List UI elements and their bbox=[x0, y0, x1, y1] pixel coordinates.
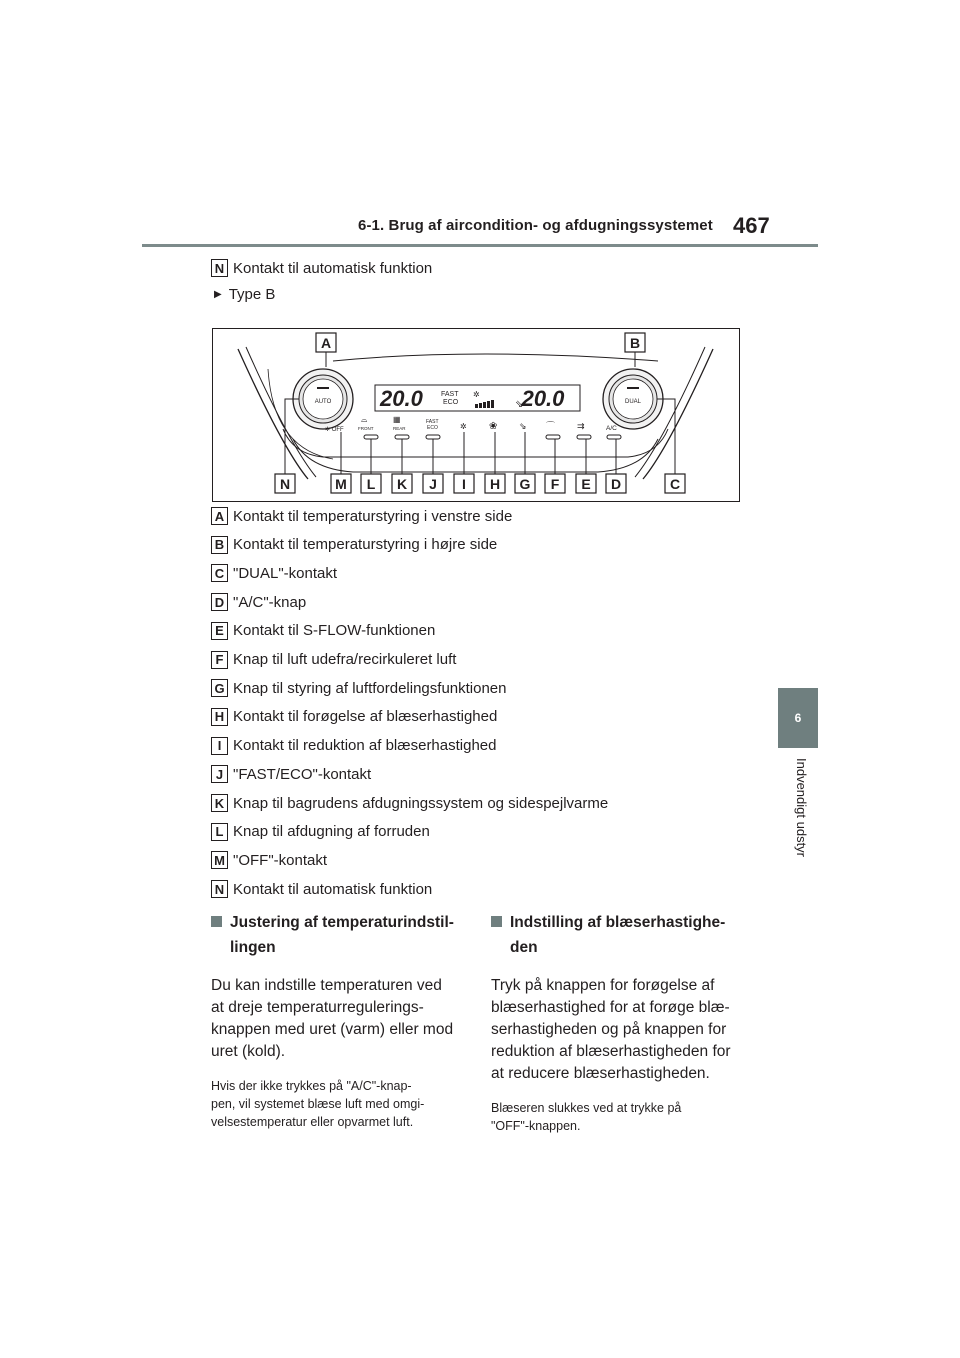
svg-text:K: K bbox=[396, 476, 408, 492]
header-rule bbox=[142, 244, 818, 247]
letter-box: A bbox=[211, 507, 228, 525]
legend-item-g bbox=[211, 677, 507, 699]
page-number: 467 bbox=[733, 213, 770, 238]
temperature-heading bbox=[211, 910, 469, 960]
callout-j bbox=[423, 474, 443, 493]
legend-item-j bbox=[211, 763, 371, 785]
control-panel-figure bbox=[212, 328, 740, 502]
letter-box: I bbox=[211, 737, 228, 755]
triangle-bullet-icon: ▶ bbox=[214, 289, 222, 300]
type-heading-text: Type B bbox=[228, 286, 276, 303]
display-fast: FAST bbox=[441, 391, 459, 398]
callout-d bbox=[606, 474, 626, 493]
type-heading bbox=[214, 286, 275, 303]
legend-item-k bbox=[211, 792, 608, 814]
letter-box: N bbox=[211, 880, 228, 898]
legend-text: "OFF"-kontakt bbox=[233, 851, 327, 869]
legend-item-f bbox=[211, 649, 456, 671]
btn-ac-label: A/C bbox=[606, 425, 617, 432]
legend-text: Kontakt til forøgelse af blæserhastighed bbox=[233, 708, 498, 726]
letter-box: F bbox=[211, 651, 228, 669]
legend-text: Kontakt til S-FLOW-funktionen bbox=[233, 622, 436, 640]
letter-box: C bbox=[211, 564, 228, 582]
callout-f bbox=[545, 474, 565, 493]
btn-rear-label: REAR bbox=[393, 426, 406, 431]
display-eco: ECO bbox=[443, 399, 459, 406]
temperature-heading-line1: Justering af temperaturindstil- bbox=[230, 914, 454, 931]
right-knob bbox=[603, 369, 663, 429]
temperature-note: Hvis der ikke trykkes på "A/C"-knap- pen, vil systemet blæse luft med omgi- velsestemperatur eller opvarmet luft. bbox=[211, 1079, 425, 1129]
letter-box: D bbox=[211, 593, 228, 611]
legend-item-i bbox=[211, 735, 497, 757]
legend-text: "DUAL"-kontakt bbox=[233, 564, 338, 582]
btn-eco-label: ECO bbox=[427, 425, 438, 431]
legend-item-h bbox=[211, 706, 497, 728]
fan-speed-heading bbox=[491, 910, 749, 960]
letter-box: J bbox=[211, 765, 228, 783]
left-knob bbox=[293, 369, 353, 429]
legend-text: Kontakt til reduktion af blæserhastighed bbox=[233, 737, 497, 755]
temperature-heading-line2: lingen bbox=[230, 939, 276, 956]
callout-n bbox=[275, 474, 295, 493]
square-bullet-icon bbox=[211, 916, 222, 927]
svg-text:J: J bbox=[429, 476, 437, 492]
airflow-mode-icon: ⇘ bbox=[519, 421, 527, 431]
letter-box: M bbox=[211, 851, 228, 869]
callout-g bbox=[515, 474, 535, 493]
btn-off-label: ✲ OFF bbox=[325, 427, 344, 433]
legend-item-e bbox=[211, 620, 435, 642]
callout-c bbox=[665, 474, 685, 493]
callout-m bbox=[331, 474, 351, 493]
svg-text:F: F bbox=[550, 476, 560, 492]
svg-text:A: A bbox=[320, 335, 332, 351]
button-labels bbox=[325, 415, 617, 433]
callout-h bbox=[485, 474, 505, 493]
fan-speed-heading-line2: den bbox=[510, 939, 538, 956]
letter-box: G bbox=[211, 679, 228, 697]
button-row bbox=[364, 435, 621, 439]
top-item-text: Kontakt til automatisk funktion bbox=[233, 259, 433, 277]
svg-text:E: E bbox=[581, 476, 591, 492]
legend-item-a bbox=[211, 505, 512, 527]
callout-i bbox=[454, 474, 474, 493]
btn-front-label: FRONT bbox=[358, 426, 374, 431]
fan-up-icon: ❀ bbox=[489, 421, 498, 432]
svg-text:D: D bbox=[610, 476, 622, 492]
temperature-display bbox=[375, 385, 580, 411]
legend-text: Kontakt til automatisk funktion bbox=[233, 880, 433, 898]
bottom-callouts bbox=[275, 474, 685, 493]
fan-icon: ✲ bbox=[473, 390, 480, 399]
svg-text:N: N bbox=[279, 476, 291, 492]
svg-text:I: I bbox=[462, 476, 466, 492]
legend-item-c bbox=[211, 562, 337, 584]
front-defrost-icon: ⌓ bbox=[361, 415, 368, 424]
callout-a bbox=[316, 333, 336, 352]
fan-speed-body: Tryk på knappen for forøgelse af blæserhastighed for at forøge blæ- serhastigheden og på knappen for reduktion af blæserhastigheden for at reducere blæserhastigheden. bbox=[491, 977, 731, 1082]
letter-box: K bbox=[211, 794, 228, 812]
legend-text: "FAST/ECO"-kontakt bbox=[233, 765, 372, 783]
temperature-section bbox=[211, 910, 469, 1131]
square-bullet-icon bbox=[491, 916, 502, 927]
legend-text: "A/C"-knap bbox=[233, 593, 307, 611]
svg-text:M: M bbox=[335, 476, 347, 492]
s-flow-icon: ⇉ bbox=[577, 421, 585, 431]
svg-text:L: L bbox=[366, 476, 376, 492]
svg-text:C: C bbox=[669, 476, 681, 492]
legend-text: Knap til afdugning af forruden bbox=[233, 823, 430, 841]
legend-item-m bbox=[211, 849, 327, 871]
callout-b bbox=[625, 333, 645, 352]
letter-box: B bbox=[211, 536, 228, 554]
legend-text: Knap til styring af luftfordelingsfunktionen bbox=[233, 679, 507, 697]
knob-right-label: DUAL bbox=[624, 399, 642, 405]
fan-speed-note: Blæseren slukkes ved at trykke på "OFF"-knappen. bbox=[491, 1101, 682, 1133]
svg-text:B: B bbox=[629, 335, 641, 351]
legend-text: Kontakt til temperaturstyring i venstre side bbox=[233, 507, 513, 525]
callout-l bbox=[361, 474, 381, 493]
temperature-body: Du kan indstille temperaturen ved at dreje temperaturregulerings- knappen med uret (varm) eller mod uret (kold). bbox=[211, 977, 454, 1060]
legend-item-l bbox=[211, 821, 430, 843]
recirculation-icon: ⌒ bbox=[546, 421, 556, 431]
header-title: 6-1. Brug af aircondition- og afdugningssystemet bbox=[358, 217, 713, 234]
legend-item-d bbox=[211, 591, 306, 613]
btn-fast-label: FAST bbox=[426, 419, 439, 425]
letter-box: L bbox=[211, 823, 228, 841]
callout-e bbox=[576, 474, 596, 493]
svg-text:H: H bbox=[489, 476, 501, 492]
svg-text:G: G bbox=[519, 476, 531, 492]
legend-text: Knap til bagrudens afdugningssystem og sidespejlvarme bbox=[233, 794, 609, 812]
seat-airflow-icon: ⇘ bbox=[515, 399, 524, 410]
legend-text: Knap til luft udefra/recirkuleret luft bbox=[233, 651, 457, 668]
chapter-tab[interactable]: 6 bbox=[778, 688, 818, 748]
fan-speed-section bbox=[491, 910, 749, 1135]
legend-text: Kontakt til temperaturstyring i højre side bbox=[233, 536, 498, 554]
letter-box: H bbox=[211, 708, 228, 726]
fan-down-icon: ✲ bbox=[460, 422, 467, 431]
letter-box: N bbox=[211, 259, 228, 277]
legend-item-b bbox=[211, 534, 497, 556]
display-right-temp: 20.0 bbox=[521, 386, 565, 411]
chapter-label: Indvendigt udstyr bbox=[794, 758, 809, 858]
knob-left-label: AUTO bbox=[314, 399, 332, 405]
display-left-temp: 20.0 bbox=[380, 386, 423, 411]
rear-defrost-icon: ▦ bbox=[393, 415, 401, 424]
legend-item-n bbox=[211, 878, 432, 900]
fan-speed-heading-line1: Indstilling af blæserhastighe- bbox=[510, 914, 726, 931]
top-item bbox=[211, 257, 432, 279]
callout-k bbox=[392, 474, 412, 493]
letter-box: E bbox=[211, 622, 228, 640]
